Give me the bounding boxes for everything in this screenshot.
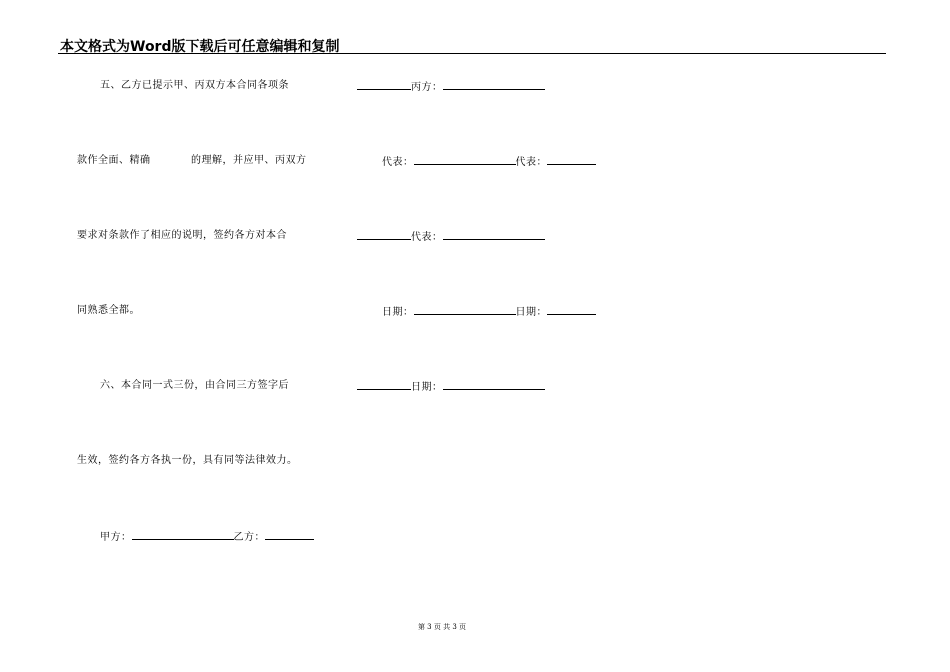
- representative-label-1: 代表：: [382, 157, 414, 168]
- footer-prefix: 第: [417, 623, 425, 631]
- clause-5-line-1: 五、乙方已提示甲、丙双方本合同各项条: [100, 80, 289, 91]
- blank-prefix: [357, 80, 411, 90]
- page-footer: [0, 623, 884, 632]
- representative-line-2: [357, 230, 545, 244]
- date-blank-2: [547, 305, 596, 315]
- representative-line-1: [382, 155, 596, 169]
- clause-6-line-1: 六、本合同一式三份，由合同三方签字后: [100, 380, 289, 391]
- party-b-label: 乙方：: [233, 532, 265, 543]
- document-header-title: 本文格式为Word版下载后可任意编辑和复制: [60, 39, 340, 55]
- representative-blank-1: [414, 155, 516, 165]
- date-blank-1: [414, 305, 516, 315]
- party-b-blank: [265, 530, 314, 540]
- footer-mid: 页 共: [433, 623, 451, 631]
- party-c-signature-line: [357, 80, 545, 94]
- representative-label-3: 代表：: [411, 232, 443, 243]
- date-blank-3: [443, 380, 545, 390]
- clause-5-line-2a: 款作全面、精确: [77, 155, 151, 166]
- blank-prefix: [357, 380, 411, 390]
- clause-5-line-4: 同熟悉全都。: [77, 305, 140, 316]
- party-a-signature-line: [100, 530, 314, 544]
- representative-blank-2: [547, 155, 596, 165]
- clause-5-line-3: 要求对条款作了相应的说明，签约各方对本合: [77, 230, 287, 241]
- party-c-label: 丙方：: [411, 82, 443, 93]
- representative-label-2: 代表：: [515, 157, 547, 168]
- footer-current-page: 3: [427, 623, 432, 631]
- date-label-2: 日期：: [515, 307, 547, 318]
- party-c-blank: [443, 80, 545, 90]
- date-line-1: [382, 305, 596, 319]
- party-a-label: 甲方：: [100, 532, 132, 543]
- footer-suffix: 页: [459, 623, 467, 631]
- party-a-blank: [132, 530, 234, 540]
- date-line-2: [357, 380, 545, 394]
- clause-6-line-2: 生效，签约各方各执一份，具有同等法律效力。: [77, 455, 298, 466]
- header-divider: [58, 53, 886, 54]
- date-label-3: 日期：: [411, 382, 443, 393]
- representative-blank-3: [443, 230, 545, 240]
- blank-prefix: [357, 230, 411, 240]
- date-label-1: 日期：: [382, 307, 414, 318]
- clause-5-line-2b: 的理解，并应甲、丙双方: [191, 155, 307, 166]
- footer-total-pages: 3: [452, 623, 457, 631]
